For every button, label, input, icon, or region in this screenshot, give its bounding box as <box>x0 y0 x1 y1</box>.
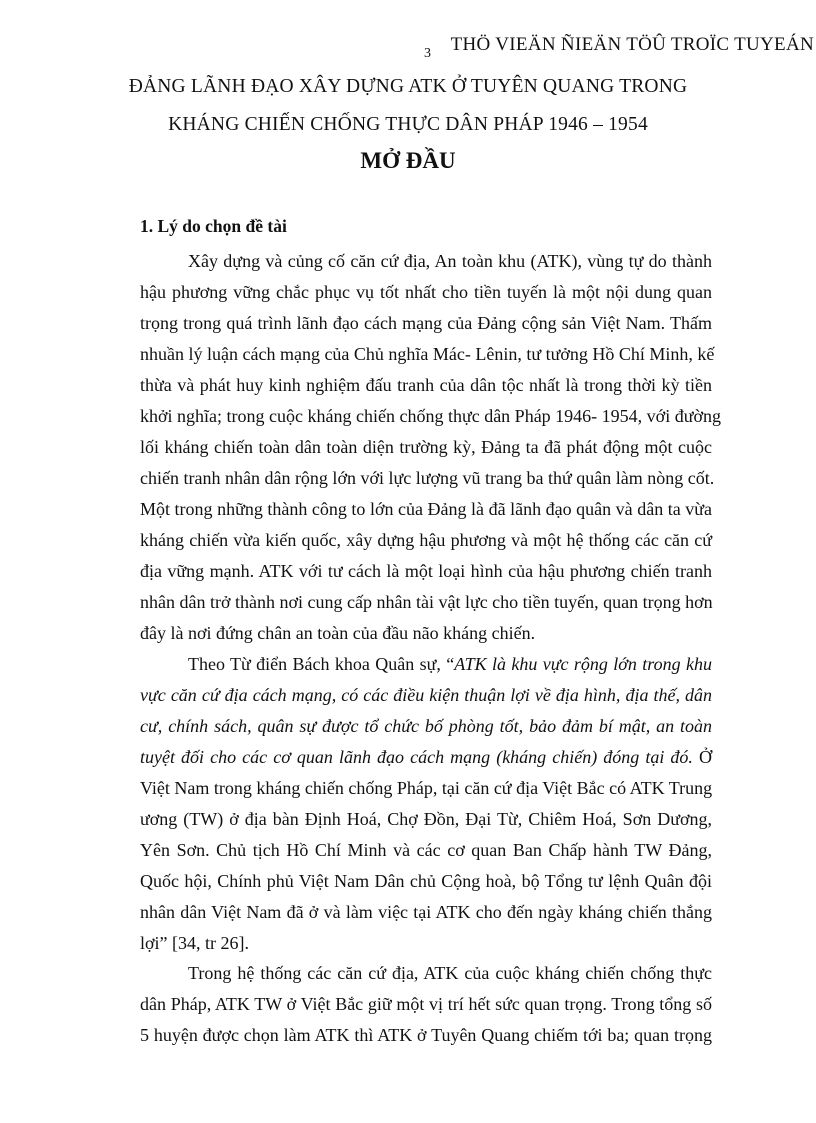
paragraph-line: lợi” [34, tr 26]. <box>140 933 249 953</box>
paragraph-line: Một trong những thành công to lớn của Đảng là đã lãnh đạo quân và dân ta vừa <box>140 499 712 519</box>
paragraph-line <box>140 711 712 742</box>
paragraph-line: trọng trong quá trình lãnh đạo cách mạng của Đảng cộng sản Việt Nam. Thấm <box>140 313 712 333</box>
title-line-2: KHÁNG CHIẾN CHỐNG THỰC DÂN PHÁP 1946 – 1954 <box>168 114 648 135</box>
title-line-1: ĐẢNG LÃNH ĐẠO XÂY DỰNG ATK Ở TUYÊN QUANG TRONG <box>128 76 688 97</box>
paragraph-line: Trong hệ thống các căn cứ địa, ATK của cuộc kháng chiến chống thực <box>188 963 712 983</box>
text-normal: Ở <box>692 747 713 767</box>
quote-italic: cư, chính sách, quân sự được tổ chức bố phòng tốt, bảo đảm bí mật, an toàn <box>140 716 712 736</box>
paragraph-line: Quốc hội, Chính phủ Việt Nam Dân chủ Cộng hoà, bộ Tổng tư lệnh Quân đội <box>140 871 712 891</box>
paragraph-line: 5 huyện được chọn làm ATK thì ATK ở Tuyên Quang chiếm tới ba; quan trọng <box>140 1025 712 1045</box>
section-heading: MỞ ĐẦU <box>360 148 456 173</box>
paragraph-line: lối kháng chiến toàn dân toàn diện trường kỳ, Đảng ta đã phát động một cuộc <box>140 437 712 457</box>
subsection-title: 1. Lý do chọn đề tài <box>140 216 287 236</box>
paragraph-line <box>140 680 712 711</box>
paragraph-line: đây là nơi đứng chân an toàn của đầu não kháng chiến. <box>140 623 536 643</box>
paragraph-line: kháng chiến vừa kiến quốc, xây dựng hậu phương và một hệ thống các căn cứ <box>140 530 712 550</box>
paragraph-line: nhân dân trở thành nơi cung cấp nhân tài vật lực cho tiền tuyến, quan trọng hơn <box>140 592 713 612</box>
page-number: 3 <box>424 46 431 61</box>
watermark-header: THÖ VIEÄN ÑIEÄN TÖÛ TROÏC TUYEÁN <box>450 34 814 55</box>
paragraph-line: chiến tranh nhân dân rộng lớn với lực lượng vũ trang ba thứ quân làm nòng cốt. <box>140 468 715 488</box>
paragraph-line <box>140 649 712 680</box>
quote-italic: tuyệt đối cho các cơ quan lãnh đạo cách mạng (kháng chiến) đóng tại đó. <box>140 747 693 767</box>
paragraph-line: Xây dựng và củng cố căn cứ địa, An toàn khu (ATK), vùng tự do thành <box>188 251 712 271</box>
paragraph-line: Việt Nam trong kháng chiến chống Pháp, tại căn cứ địa Việt Bắc có ATK Trung <box>140 778 713 798</box>
paragraph-line: nhân dân Việt Nam đã ở và làm việc tại ATK cho đến ngày kháng chiến thắng <box>140 902 712 922</box>
paragraph-line <box>140 742 712 773</box>
paragraph-line: thừa và phát huy kinh nghiệm đấu tranh của dân tộc nhất là trong thời kỳ tiền <box>140 375 712 395</box>
paragraph-line: nhuần lý luận cách mạng của Chủ nghĩa Mác- Lênin, tư tưởng Hồ Chí Minh, kế <box>140 344 715 364</box>
paragraph-1 <box>140 246 721 649</box>
paragraph-line: dân Pháp, ATK TW ở Việt Bắc giữ một vị trí hết sức quan trọng. Trong tổng số <box>140 994 712 1014</box>
quote-italic: vực căn cứ địa cách mạng, có các điều kiện thuận lợi về địa hình, địa thế, dân <box>140 685 712 705</box>
paragraph-line: ương (TW) ở địa bàn Định Hoá, Chợ Đồn, Đại Từ, Chiêm Hoá, Sơn Dương, <box>140 809 712 829</box>
paragraph-line: Yên Sơn. Chủ tịch Hồ Chí Minh và các cơ quan Ban Chấp hành TW Đảng, <box>140 840 712 860</box>
paragraph-line: hậu phương vững chắc phục vụ tốt nhất cho tiền tuyến là một nội dung quan <box>140 282 712 302</box>
quote-italic: ATK là khu vực rộng lớn trong khu <box>454 654 712 674</box>
paragraph-line: địa vững mạnh. ATK với tư cách là một loại hình của hậu phương chiến tranh <box>140 561 712 581</box>
paragraph-3 <box>140 958 712 1051</box>
text-normal: Theo Từ điển Bách khoa Quân sự, “ <box>188 654 455 674</box>
paragraph-2 <box>140 649 712 959</box>
paragraph-line: khởi nghĩa; trong cuộc kháng chiến chống thực dân Pháp 1946- 1954, với đường <box>140 406 721 426</box>
